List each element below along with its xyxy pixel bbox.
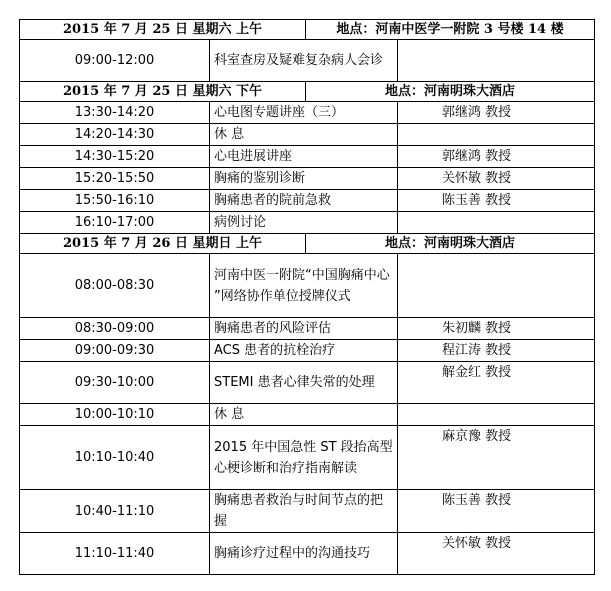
schedule-table [19,19,595,575]
topic-cell: 胸痛患者救治与时间节点的把握 [210,490,398,533]
table-row [20,124,595,146]
section-date: 2015 年 7 月 25 日 星期六 上午 [20,20,306,40]
topic-cell: 心电图专题讲座（三） [210,102,398,124]
speaker-cell [398,124,595,146]
speaker-cell: 关怀敏 教授 [398,168,595,190]
time-cell: 15:20-15:50 [20,168,210,190]
time-cell: 11:10-11:40 [20,533,210,575]
topic-cell: STEMI 患者心律失常的处理 [210,362,398,404]
table-row [20,318,595,340]
table-row [20,362,595,404]
speaker-cell: 郭继鸿 教授 [398,146,595,168]
time-cell: 10:10-10:40 [20,426,210,490]
topic-cell: 休 息 [210,124,398,146]
time-cell: 13:30-14:20 [20,102,210,124]
speaker-cell [398,404,595,426]
time-cell: 10:00-10:10 [20,404,210,426]
time-cell: 10:40-11:10 [20,490,210,533]
time-cell: 09:30-10:00 [20,362,210,404]
speaker-cell: 麻京豫 教授 [398,426,595,490]
section-header [20,234,595,254]
time-cell: 08:00-08:30 [20,254,210,318]
time-cell: 15:50-16:10 [20,190,210,212]
speaker-cell [398,40,595,82]
time-cell: 16:10-17:00 [20,212,210,234]
table-row [20,212,595,234]
topic-cell: 胸痛诊疗过程中的沟通技巧 [210,533,398,575]
table-row [20,426,595,490]
time-cell: 09:00-09:30 [20,340,210,362]
table-row [20,146,595,168]
table-row [20,168,595,190]
speaker-cell: 朱初麟 教授 [398,318,595,340]
topic-cell: 心电进展讲座 [210,146,398,168]
table-row [20,533,595,575]
table-row [20,102,595,124]
time-cell: 14:20-14:30 [20,124,210,146]
speaker-cell: 郭继鸿 教授 [398,102,595,124]
table-row [20,40,595,82]
speaker-cell: 解金红 教授 [398,362,595,404]
section-date: 2015 年 7 月 26 日 星期日 上午 [20,234,306,254]
section-header [20,20,595,40]
table-row [20,190,595,212]
table-row [20,254,595,318]
speaker-cell: 陈玉善 教授 [398,190,595,212]
speaker-cell [398,254,595,318]
speaker-cell: 关怀敏 教授 [398,533,595,575]
time-cell: 09:00-12:00 [20,40,210,82]
topic-cell: 胸痛的鉴别诊断 [210,168,398,190]
table-row [20,490,595,533]
section-location: 地点：河南中医学一附院 3 号楼 14 楼 [306,20,595,40]
speaker-cell: 程江涛 教授 [398,340,595,362]
section-location: 地点：河南明珠大酒店 [306,234,595,254]
topic-cell: 病例讨论 [210,212,398,234]
topic-cell: 休 息 [210,404,398,426]
table-row [20,340,595,362]
time-cell: 08:30-09:00 [20,318,210,340]
time-cell: 14:30-15:20 [20,146,210,168]
topic-cell: 胸痛患者的风险评估 [210,318,398,340]
section-location: 地点：河南明珠大酒店 [306,82,595,102]
topic-cell: ACS 患者的抗栓治疗 [210,340,398,362]
speaker-cell [398,212,595,234]
speaker-cell: 陈玉善 教授 [398,490,595,533]
section-header [20,82,595,102]
section-date: 2015 年 7 月 25 日 星期六 下午 [20,82,306,102]
topic-cell: 科室查房及疑难复杂病人会诊 [210,40,398,82]
topic-cell: 胸痛患者的院前急救 [210,190,398,212]
topic-cell: 2015 年中国急性 ST 段抬高型心梗诊断和治疗指南解读 [210,426,398,490]
topic-cell: 河南中医一附院“中国胸痛中心 ”网络协作单位授牌仪式 [210,254,398,318]
table-row [20,404,595,426]
